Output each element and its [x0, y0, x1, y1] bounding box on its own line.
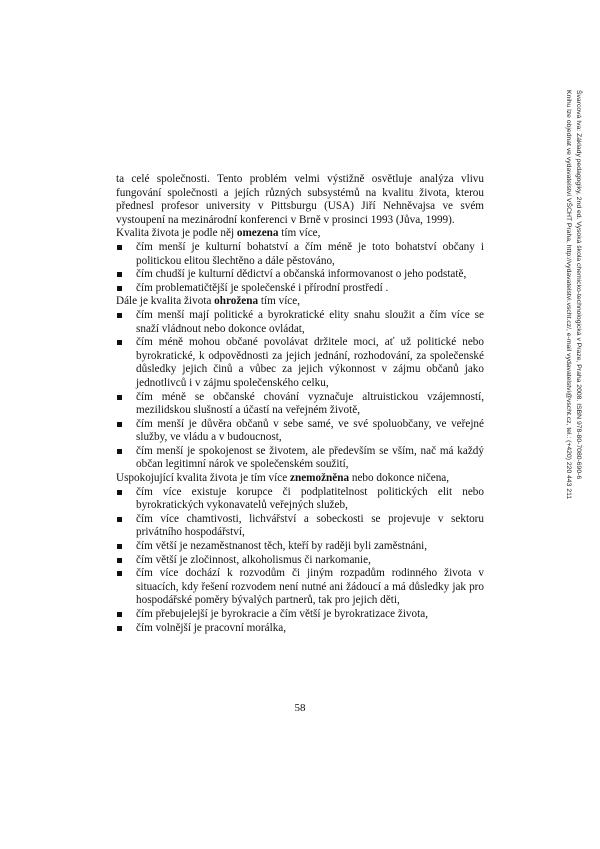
section-1-list [116, 241, 484, 295]
square-bullet-icon [117, 517, 122, 522]
list-item [116, 445, 484, 472]
square-bullet-icon [117, 490, 122, 495]
square-bullet-icon [117, 558, 122, 563]
list-item-text: čím problematičtější je společenské i přírodní prostředí . [136, 281, 389, 294]
square-bullet-icon [117, 395, 122, 400]
square-bullet-icon [117, 286, 122, 291]
list-item-text: čím méně mohou občané povolávat držitele moci, ať už politické nebo byrokratické, k odpovědnosti za jejich jednání, rozhodování, za společenské důsledky jejich činů a vůbec za jejich výkonnost v zájmu občanů jako jednotlivců i v zájmu společenského celku, [136, 336, 484, 389]
body-text [116, 173, 484, 635]
citation-sidebar [551, 90, 583, 500]
square-bullet-icon [117, 571, 122, 576]
lead-text: Kvalita života je podle něj [116, 227, 237, 240]
square-bullet-icon [117, 313, 122, 318]
lead-text: Dále je kvalita života [116, 295, 215, 308]
list-item [116, 282, 484, 296]
list-item-text: čím více chamtivosti, lichvářství a sobeckosti se projevuje v sektoru privátního hospodářství, [136, 512, 484, 539]
list-item-text: čím přebujelejší je byrokracie a čím větší je byrokratizace života, [136, 608, 428, 620]
square-bullet-icon [117, 544, 122, 549]
citation-line-1: Švarcová Iva: Základy pedagogiky, 2nd ed. Vysoká škola chemicko-technologická v Praze, Praha 2008. ISBN 978-80-7080-690-6 [575, 90, 582, 480]
list-item [116, 268, 484, 282]
list-item-text: čím menší je kulturní bohatství a čím méně je toto bohatství občany i politickou elitou šlechtěno a dále pěstováno, [136, 240, 484, 267]
square-bullet-icon [117, 612, 122, 617]
lead-text: Uspokojující kvalita života je tím více [116, 472, 290, 485]
section-3-lead [116, 472, 484, 486]
list-item [116, 608, 484, 622]
square-bullet-icon [117, 340, 122, 345]
intro-paragraph: ta celé společnosti. Tento problém velmi výstižně osvětluje analýza vlivu fungování společnosti a jejích různých subsystémů na kvalitu života, kterou přednesl profesor university v Pittsburgu (USA) Jiří Nehněvajsa ve svém vystoupení na mezinárodní konferenci v Brně v prosinci 1993 (Jůva, 1999). [116, 173, 484, 226]
lead-text: tím více, [278, 227, 321, 240]
list-item-text: čím chudší je kulturní dědictví a občanská informovanost o jeho podstatě, [136, 268, 467, 281]
list-item [116, 513, 484, 540]
list-item [116, 622, 484, 636]
list-item-text: čím více dochází k rozvodům či jiným rozpadům rodinného života v situacích, kdy řešení rozvodem není nutné ani žádoucí a má důsledky jak pro hospodářské poměry bývalých partnerů, tak pro jejich děti, [136, 567, 484, 607]
lead-emphasis: znemožněna [290, 472, 350, 485]
list-item-text: čím menší je spokojenost se životem, ale především se vším, nač má každý občan legitimní nárok ve společenském soužití, [136, 444, 484, 471]
list-item [116, 391, 484, 418]
list-item-text: čím volnější je pracovní morálka, [136, 621, 287, 634]
list-item-text: čím více existuje korupce či podplatitelnost politických elit nebo byrokratických vykonavatelů veřejných služeb, [136, 485, 484, 512]
lead-emphasis: omezena [236, 227, 279, 240]
square-bullet-icon [117, 245, 122, 250]
page-number: 58 [294, 702, 306, 714]
lead-emphasis: ohrožena [214, 295, 259, 308]
list-item [116, 486, 484, 513]
lead-text: tím více, [258, 295, 301, 308]
list-item [116, 309, 484, 336]
list-item-text: čím méně se občanské chování vyznačuje altruistickou vzájemností, mezilidskou slušností a účastí na veřejném životě, [136, 390, 484, 417]
list-item [116, 336, 484, 390]
lead-text: nebo dokonce ničena, [349, 472, 450, 485]
list-item-text: čím větší je nezaměstnanost těch, kteří by raději byli zaměstnáni, [136, 540, 428, 553]
list-item-text: čím menší mají politické a byrokratické elity snahu sloužit a čím více se snaží vládnout nebo dokonce ovládat, [136, 308, 484, 335]
square-bullet-icon [117, 422, 122, 427]
section-3-list [116, 486, 484, 636]
list-item [116, 567, 484, 608]
list-item [116, 418, 484, 445]
square-bullet-icon [117, 272, 122, 277]
square-bullet-icon [117, 626, 122, 631]
citation-line-2: Knihu lze objednat ve vydavatelství VŠCHT Praha, http://vydavatelstvi.vscht.cz/, e-mail vydavatelstvi@vscht.cz, tel.: (+420) 220 443 211 [565, 90, 572, 500]
section-1-lead [116, 227, 484, 241]
list-item [116, 241, 484, 268]
section-2-list [116, 309, 484, 472]
list-item [116, 540, 484, 554]
list-item-text: čím větší je zločinnost, alkoholismus či narkomanie, [136, 553, 371, 566]
section-2-lead [116, 295, 484, 309]
square-bullet-icon [117, 449, 122, 454]
list-item [116, 554, 484, 568]
list-item-text: čím menší je důvěra občanů v sebe samé, ve své spoluobčany, ve veřejné služby, ve vládu a v budoucnost, [136, 417, 484, 444]
